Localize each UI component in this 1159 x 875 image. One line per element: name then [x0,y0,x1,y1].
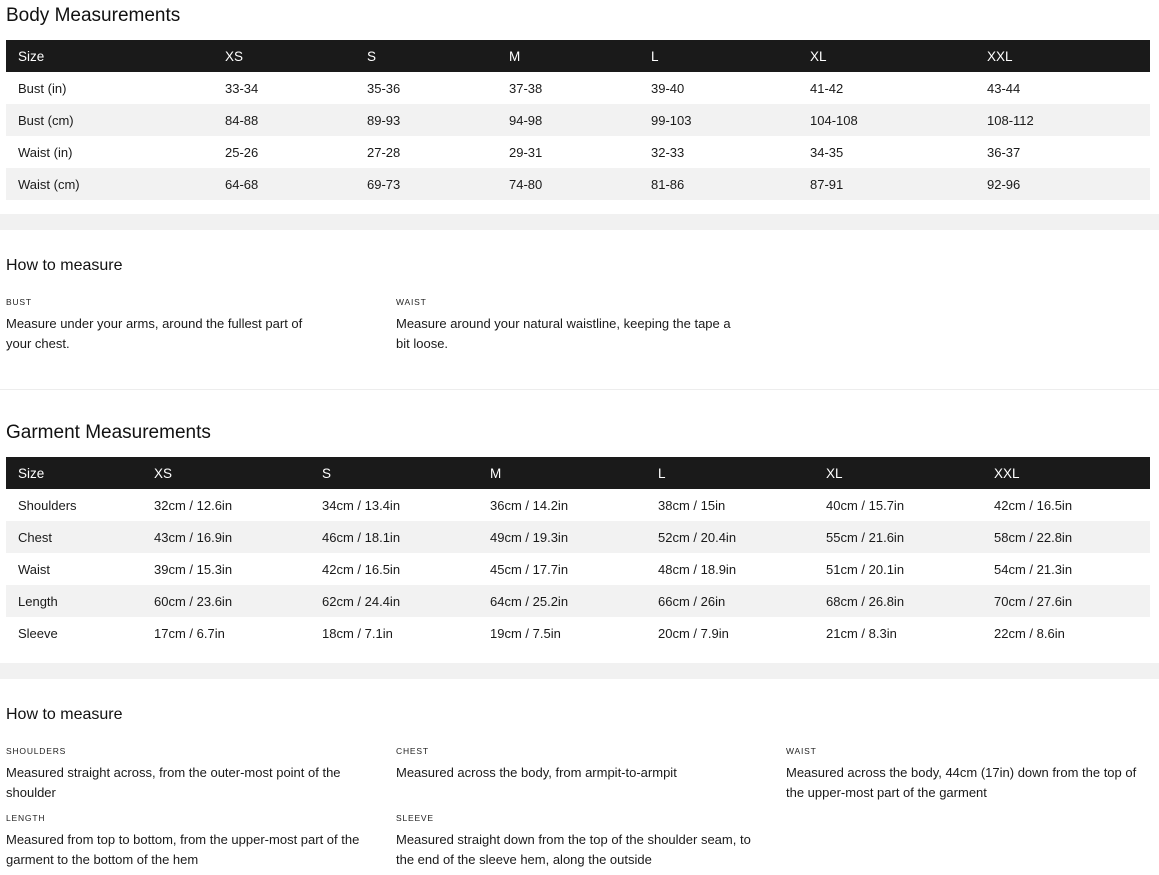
table-cell: 34cm / 13.4in [322,497,401,513]
table-cell: 21cm / 8.3in [826,625,897,641]
table-cell: 48cm / 18.9in [658,561,737,577]
table-cell: Waist (cm) [6,168,213,200]
table-cell: 84-88 [213,104,355,136]
table-cell: 25-26 [225,144,259,160]
table-row [6,72,1150,104]
table-cell: 45cm / 17.7in [490,561,569,577]
table-cell: 17cm / 6.7in [154,625,225,641]
table-cell: Length [6,585,142,617]
table-row [6,585,1150,617]
table-cell: 35-36 [367,80,401,96]
header-cell: XS [142,457,310,489]
tip-text: Measure around your natural waistline, keeping the tape a bit loose. [396,316,731,351]
table-cell: 70cm / 27.6in [982,585,1150,617]
table-cell: 49cm / 19.3in [478,521,646,553]
table-cell: Shoulders [18,497,77,513]
table-cell: 89-93 [355,104,497,136]
table-cell: 38cm / 15in [658,497,726,513]
table-cell: Waist (in) [18,144,73,160]
table-row [6,521,1150,553]
tip-text: Measured straight down from the top of the shoulder seam, to the end of the sleeve hem, along the outside [396,832,751,867]
table-row [6,136,1150,168]
header-cell: XL [814,457,982,489]
tip-text: Measured straight across, from the outer-most point of the shoulder [6,765,341,800]
table-row [6,553,1150,585]
table-cell: 46cm / 18.1in [310,521,478,553]
header-cell: Size [6,40,213,72]
tip-waist [396,296,741,354]
tip-text: Measured from top to bottom, from the upper-most part of the garment to the bottom of the hem [6,832,360,867]
table-cell: Chest [6,521,142,553]
header-cell: S [310,457,478,489]
header-cell: L [646,457,814,489]
table-cell: 42cm / 16.5in [994,497,1073,513]
header-cell: Size [6,457,142,489]
header-cell: S [355,40,497,72]
garment-measurements-title: Garment Measurements [6,422,211,443]
table-cell: 39cm / 15.3in [154,561,233,577]
table-cell: 43-44 [987,80,1021,96]
table-cell: Waist [18,561,51,577]
header-cell: M [478,457,646,489]
tip-text: Measured across the body, 44cm (17in) down from the top of the upper-most part of the garment [786,765,1137,800]
table-cell: 36-37 [987,144,1021,160]
table-cell: 29-31 [509,144,543,160]
table-cell: 32-33 [651,144,685,160]
header-cell: XXL [982,457,1150,489]
table-cell: Sleeve [18,625,58,641]
tip-label: SLEEVE [396,813,434,823]
table-cell: 37-38 [509,80,543,96]
tip-shoulders [6,745,356,803]
tip-label: LENGTH [6,813,46,823]
table-cell: 33-34 [225,80,259,96]
table-cell: 18cm / 7.1in [322,625,393,641]
section-separator [0,214,1159,230]
table-cell: 20cm / 7.9in [658,625,729,641]
table-cell: 52cm / 20.4in [646,521,814,553]
table-cell: 104-108 [798,104,975,136]
table-cell: 81-86 [639,168,798,200]
table-cell: 32cm / 12.6in [154,497,233,513]
table-cell: 69-73 [355,168,497,200]
header-cell: XS [213,40,355,72]
tip-label: WAIST [396,297,427,307]
table-cell: 66cm / 26in [646,585,814,617]
table-row [6,104,1150,136]
tip-label: CHEST [396,746,429,756]
table-cell: 43cm / 16.9in [142,521,310,553]
table-header-row [6,457,1150,489]
table-row [6,168,1150,200]
table-cell: 87-91 [798,168,975,200]
tip-label: BUST [6,297,32,307]
table-cell: 54cm / 21.3in [994,561,1073,577]
tip-text: Measure under your arms, around the fullest part of your chest. [6,316,303,351]
table-cell: 92-96 [975,168,1150,200]
table-row [6,617,1150,649]
table-cell: 27-28 [367,144,401,160]
table-cell: 74-80 [497,168,639,200]
table-header-row [6,40,1150,72]
tip-length [6,812,366,870]
table-cell: 40cm / 15.7in [826,497,905,513]
table-cell: Bust (in) [18,80,67,96]
table-cell: 99-103 [639,104,798,136]
how-to-measure-title: How to measure [6,257,123,274]
body-measurements-table [6,40,1150,200]
table-cell: 55cm / 21.6in [814,521,982,553]
table-row [6,489,1150,521]
table-cell: 108-112 [975,104,1150,136]
header-cell: XXL [975,40,1150,72]
table-cell: 39-40 [651,80,685,96]
garment-measurements-table [6,457,1150,649]
table-cell: 36cm / 14.2in [490,497,569,513]
table-cell: 94-98 [497,104,639,136]
table-cell: 64-68 [213,168,355,200]
section-divider [0,389,1159,390]
table-cell: 41-42 [810,80,844,96]
tip-waist [786,745,1154,803]
tip-label: WAIST [786,746,817,756]
table-cell: Bust (cm) [6,104,213,136]
table-cell: 19cm / 7.5in [490,625,561,641]
header-cell: L [639,40,798,72]
table-cell: 60cm / 23.6in [142,585,310,617]
table-cell: 34-35 [810,144,844,160]
tip-label: SHOULDERS [6,746,67,756]
how-to-measure-title: How to measure [6,706,123,723]
tip-chest [396,745,766,783]
table-cell: 68cm / 26.8in [814,585,982,617]
section-separator [0,663,1159,679]
tip-bust [6,296,326,354]
table-cell: 51cm / 20.1in [826,561,905,577]
table-cell: 58cm / 22.8in [982,521,1150,553]
header-cell: XL [798,40,975,72]
body-measurements-title: Body Measurements [6,5,181,26]
table-cell: 62cm / 24.4in [310,585,478,617]
table-cell: 64cm / 25.2in [478,585,646,617]
tip-sleeve [396,812,771,870]
table-cell: 22cm / 8.6in [994,625,1065,641]
tip-text: Measured across the body, from armpit-to-armpit [396,765,677,780]
table-cell: 42cm / 16.5in [322,561,401,577]
header-cell: M [497,40,639,72]
